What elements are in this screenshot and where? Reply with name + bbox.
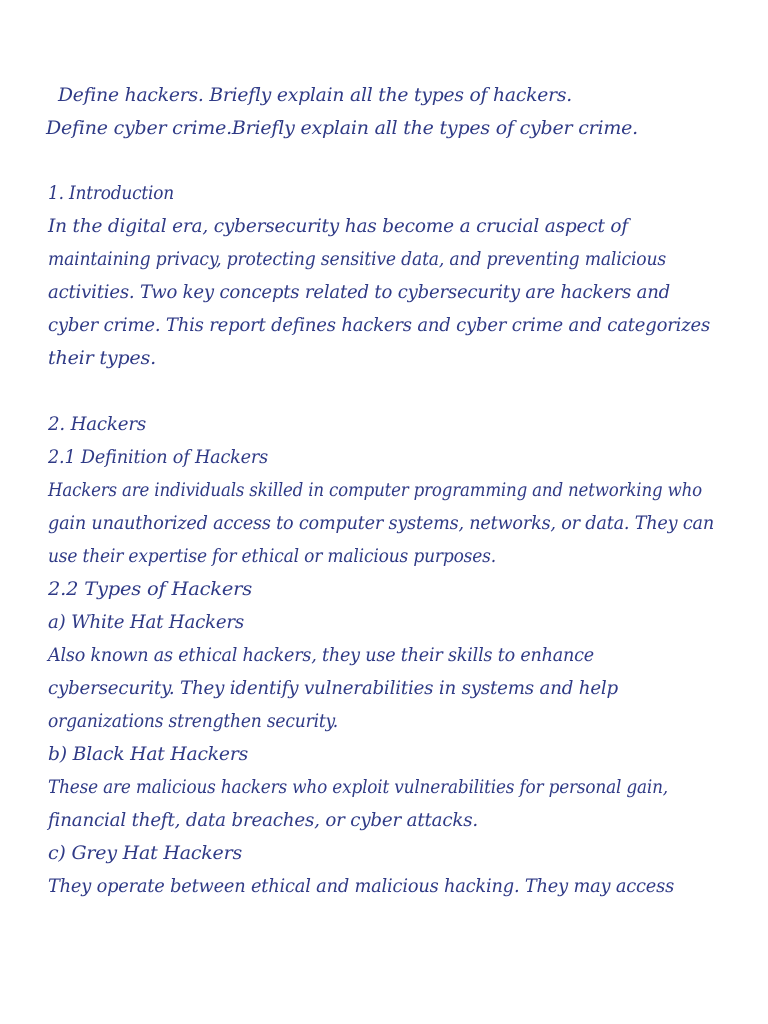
question-hackers: Define hackers. Briefly explain all the types of hackers. xyxy=(58,84,572,106)
introduction-line: cyber crime. This report defines hackers and cyber crime and categorizes xyxy=(48,314,710,336)
introduction-line: activities. Two key concepts related to cybersecurity are hackers and xyxy=(48,281,670,303)
section-heading-introduction: 1. Introduction xyxy=(48,182,174,204)
white-hat-line: Also known as ethical hackers, they use their skills to enhance xyxy=(48,644,594,666)
definition-line: gain unauthorized access to computer systems, networks, or data. They can xyxy=(48,512,714,534)
section-heading-hackers: 2. Hackers xyxy=(48,413,146,435)
definition-line: use their expertise for ethical or malicious purposes. xyxy=(48,545,496,567)
introduction-line: In the digital era, cybersecurity has become a crucial aspect of xyxy=(48,215,628,237)
subheading-types: 2.2 Types of Hackers xyxy=(48,578,252,600)
black-hat-heading: b) Black Hat Hackers xyxy=(48,743,248,765)
introduction-line: their types. xyxy=(48,347,156,369)
introduction-line: maintaining privacy, protecting sensitive data, and preventing malicious xyxy=(48,248,666,270)
grey-hat-line: They operate between ethical and malicious hacking. They may access xyxy=(48,875,674,897)
definition-line: Hackers are individuals skilled in computer programming and networking who xyxy=(48,479,702,501)
white-hat-line: organizations strengthen security. xyxy=(48,710,338,732)
subheading-definition: 2.1 Definition of Hackers xyxy=(48,446,268,468)
black-hat-line: These are malicious hackers who exploit vulnerabilities for personal gain, xyxy=(48,776,668,798)
white-hat-heading: a) White Hat Hackers xyxy=(48,611,244,633)
question-cyber-crime: Define cyber crime.Briefly explain all the types of cyber crime. xyxy=(46,117,638,139)
grey-hat-heading: c) Grey Hat Hackers xyxy=(48,842,242,864)
black-hat-line: financial theft, data breaches, or cyber attacks. xyxy=(48,809,478,831)
white-hat-line: cybersecurity. They identify vulnerabilities in systems and help xyxy=(48,677,618,699)
